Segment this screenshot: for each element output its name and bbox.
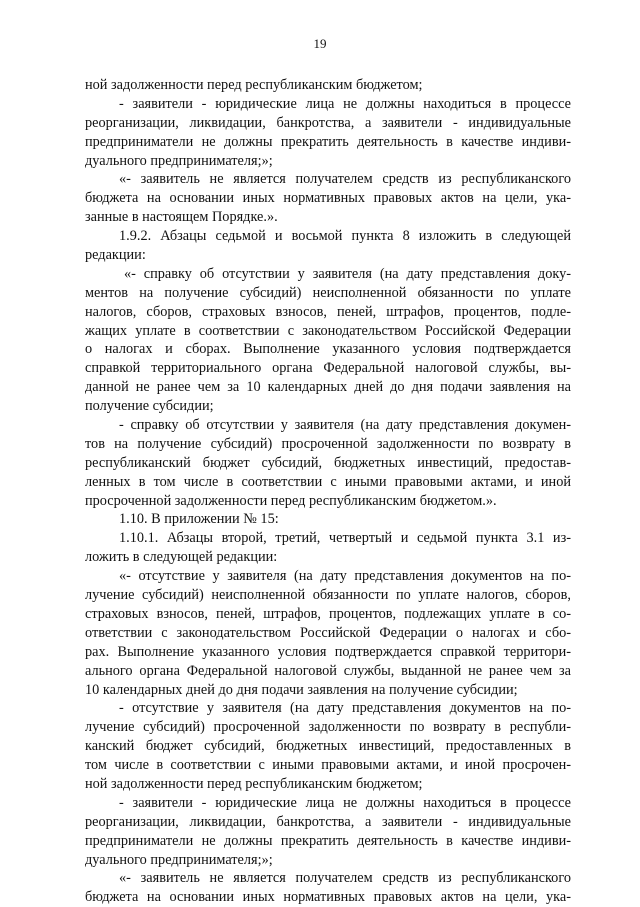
text-line: - заявители - юридические лица не должны находиться в процессе — [119, 794, 571, 811]
text-line: «- заявитель не является получателем средств из республиканского — [119, 171, 571, 188]
text-line: 1.10.1. Абзацы второй, третий, четвертый и седьмой пункта 3.1 из- — [119, 530, 571, 547]
document-body — [85, 76, 571, 907]
text-line: занные в настоящем Порядке.». — [85, 209, 278, 226]
text-line: рах. Выполнение указанного условия подтверждается справкой территори- — [85, 643, 571, 660]
text-line: о налогах и сборах. Выполнение указанного условия подтверждается — [85, 341, 571, 358]
text-line: получение субсидии; — [85, 398, 214, 415]
text-line: просроченной задолженности перед республиканским бюджетом.». — [85, 492, 497, 509]
text-line: «- справку об отсутствии у заявителя (на дату представления доку- — [124, 265, 571, 282]
text-line: - справку об отсутствии у заявителя (на дату представления докумен- — [119, 417, 571, 434]
text-line: страховых взносов, пеней, штрафов, процентов, подлежащих уплате в со- — [85, 605, 571, 622]
text-line: лучение субсидий) просроченной задолженности по возврату в республи- — [85, 719, 571, 736]
text-line: редакции: — [85, 247, 146, 264]
text-line: ной задолженности перед республиканским бюджетом; — [85, 775, 423, 792]
text-line: ответствии с законодательством Российской Федерации о налогах и сбо- — [85, 624, 571, 641]
text-line: данной не ранее чем за 10 календарных дней до дня подачи заявления на — [85, 379, 571, 396]
text-line: предприниматели не должны прекратить деятельность в качестве индиви- — [85, 133, 571, 150]
text-line: жащих уплате в соответствии с законодательством Российской Федерации — [85, 322, 571, 339]
text-line: тов на получение субсидий) просроченной задолженности по возврату в — [85, 435, 571, 452]
text-line: реорганизации, ликвидации, банкротства, а заявители - индивидуальные — [85, 813, 571, 830]
text-line: дуального предпринимателя;»; — [85, 851, 273, 868]
text-line: бюджета на основании иных нормативных правовых актов на цели, ука- — [85, 190, 571, 207]
text-line: том числе в соответствии с иными правовыми актами, и иной просрочен- — [85, 757, 571, 774]
text-line: 1.9.2. Абзацы седьмой и восьмой пункта 8 изложить в следующей — [119, 228, 571, 245]
text-line: - отсутствие у заявителя (на дату представления документов на по- — [119, 700, 571, 717]
text-line: 10 календарных дней до дня подачи заявления на получение субсидии; — [85, 681, 518, 698]
text-line: ной задолженности перед республиканским бюджетом; — [85, 77, 423, 93]
text-line: дуального предпринимателя;»; — [85, 152, 273, 169]
text-line: канский бюджет субсидий, бюджетных инвестиций, предоставленных в — [85, 738, 571, 755]
text-line: налогов, сборов, страховых взносов, пеней, штрафов, процентов, подле- — [85, 303, 571, 320]
text-line: справкой территориального органа Федеральной налоговой службы, вы- — [85, 360, 571, 377]
text-line: бюджета на основании иных нормативных правовых актов на цели, ука- — [85, 889, 571, 906]
text-line: - заявители - юридические лица не должны находиться в процессе — [119, 95, 571, 112]
text-line: «- заявитель не является получателем средств из республиканского — [119, 870, 571, 887]
text-line: предприниматели не должны прекратить деятельность в качестве индиви- — [85, 832, 571, 849]
text-line: республиканский бюджет субсидий, бюджетных инвестиций, предостав- — [85, 454, 571, 471]
text-line: ментов на получение субсидий) неисполненной обязанности по уплате — [85, 284, 571, 301]
text-line: ленных в том числе в соответствии с иными правовыми актами, и иной — [85, 473, 571, 490]
page-number: 19 — [313, 36, 327, 51]
text-line: лучение субсидий) неисполненной обязанности по уплате налогов, сборов, — [85, 587, 571, 604]
text-line: 1.10. В приложении № 15: — [119, 511, 279, 528]
text-line: ложить в следующей редакции: — [85, 549, 278, 566]
text-line: реорганизации, ликвидации, банкротства, а заявители - индивидуальные — [85, 114, 571, 131]
text-line: «- отсутствие у заявителя (на дату представления документов на по- — [119, 568, 571, 585]
text-line: ального органа Федеральной налоговой службы, выданной не ранее чем за — [85, 662, 571, 679]
